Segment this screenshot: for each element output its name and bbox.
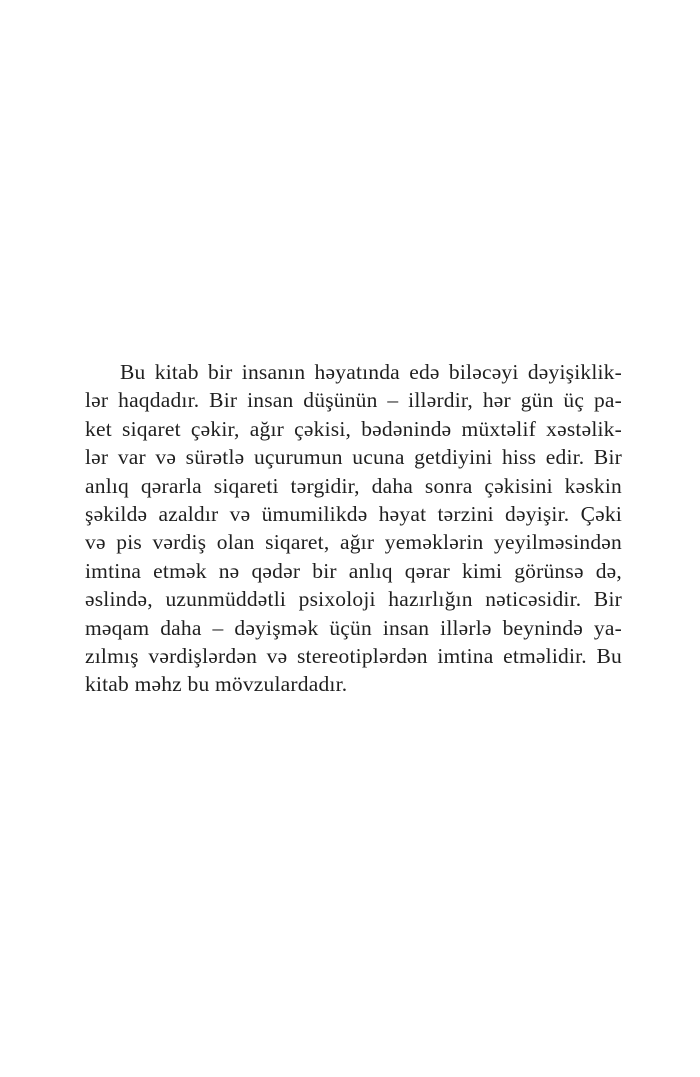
paragraph [85,358,622,699]
paragraph-line: anlıq qərarla siqareti tərgidir, daha sonra çəkisini kəskin [85,473,622,498]
paragraph-line: məqam daha – dəyişmək üçün insan illərlə beynində ya- [85,615,622,640]
paragraph-line: şəkildə azaldır və ümumilikdə həyat tərzini dəyişir. Çəki [85,502,622,527]
paragraph-line: lər var və sürətlə uçurumun ucuna getdiyini hiss edir. Bir [85,445,622,470]
paragraph-line: və pis vərdiş olan siqaret, ağır yeməklərin yeyilməsindən [85,530,622,555]
paragraph-line: əslində, uzunmüddətli psixoloji hazırlığın nəticəsidir. Bir [85,587,622,612]
paragraph-line: Bu kitab bir insanın həyatında edə biləcəyi dəyişiklik- [120,360,622,384]
paragraph-line: ket siqaret çəkir, ağır çəkisi, bədənində müxtəlif xəstəlik- [85,416,622,441]
paragraph-line: kitab məhz bu mövzulardadır. [85,672,348,697]
paragraph-line: imtina etmək nə qədər bir anlıq qərar kimi görünsə də, [85,558,622,583]
paragraph-line: lər haqdadır. Bir insan düşünün – illərdir, hər gün üç pa- [85,388,622,413]
paragraph-line: zılmış vərdişlərdən və stereotiplərdən imtina etməlidir. Bu [85,644,622,669]
